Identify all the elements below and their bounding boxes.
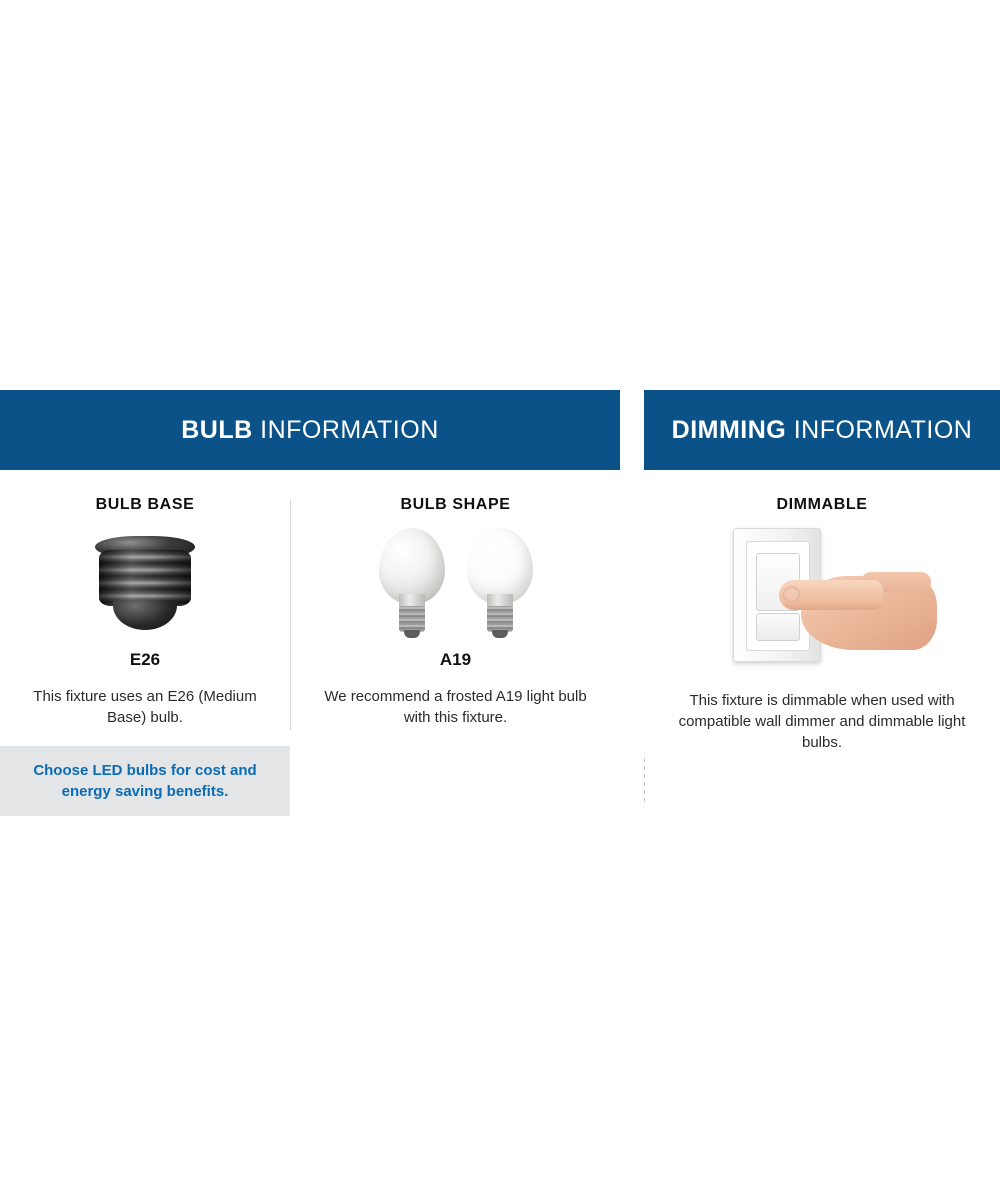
lamp-socket-icon <box>91 536 199 632</box>
bulb-glass <box>467 528 533 604</box>
dimming-information-title-bold: DIMMING <box>671 415 787 444</box>
led-bulb <box>463 528 537 640</box>
bulb-columns <box>0 470 620 816</box>
socket-tip <box>113 600 177 630</box>
dimming-information-panel <box>644 390 1000 753</box>
bulb-base-tip <box>404 630 420 638</box>
bulb-information-panel <box>0 390 620 816</box>
bulb-base-column <box>0 470 290 816</box>
bulb-shape-description: We recommend a frosted A19 light bulb with this fixture. <box>324 688 587 726</box>
bulb-base-threads <box>487 606 513 632</box>
bulb-information-title <box>181 416 439 445</box>
socket-threads <box>99 550 191 606</box>
hand-fingernail <box>783 586 800 602</box>
led-tip-callout: Choose LED bulbs for cost and energy saving benefits. <box>0 746 290 816</box>
a19-bulb-icon <box>375 528 537 640</box>
dimmable-art <box>644 524 1000 674</box>
bulb-shape-caption: A19 <box>439 650 472 669</box>
bulb-base-title: BULB BASE <box>95 496 195 513</box>
dimmable-title: DIMMABLE <box>776 496 868 513</box>
frosted-bulb <box>375 528 449 640</box>
bulb-shape-art <box>291 524 620 644</box>
bulb-information-header <box>0 390 620 470</box>
bulb-shape-title: BULB SHAPE <box>400 496 511 513</box>
dimming-information-title <box>672 416 973 445</box>
dimming-information-title-rest: INFORMATION <box>786 415 973 444</box>
hand-icon <box>777 546 937 658</box>
dimming-information-header <box>644 390 1000 470</box>
bulb-base-threads <box>399 606 425 632</box>
bulb-information-body <box>0 470 620 816</box>
dimming-information-body <box>644 470 1000 753</box>
bulb-information-title-bold: BULB <box>181 415 253 444</box>
bulb-base-description: This fixture uses an E26 (Medium Base) bulb. <box>33 688 257 726</box>
bulb-base-art <box>0 524 290 644</box>
wall-dimmer-hand-icon <box>707 524 937 674</box>
dimmable-description: This fixture is dimmable when used with compatible wall dimmer and dimmable light bulbs. <box>678 692 966 751</box>
bulb-base-tip <box>492 630 508 638</box>
bulb-base-caption: E26 <box>129 650 161 669</box>
bulb-glass <box>379 528 445 604</box>
bulb-information-title-rest: INFORMATION <box>252 415 439 444</box>
bulb-shape-column <box>291 470 620 816</box>
